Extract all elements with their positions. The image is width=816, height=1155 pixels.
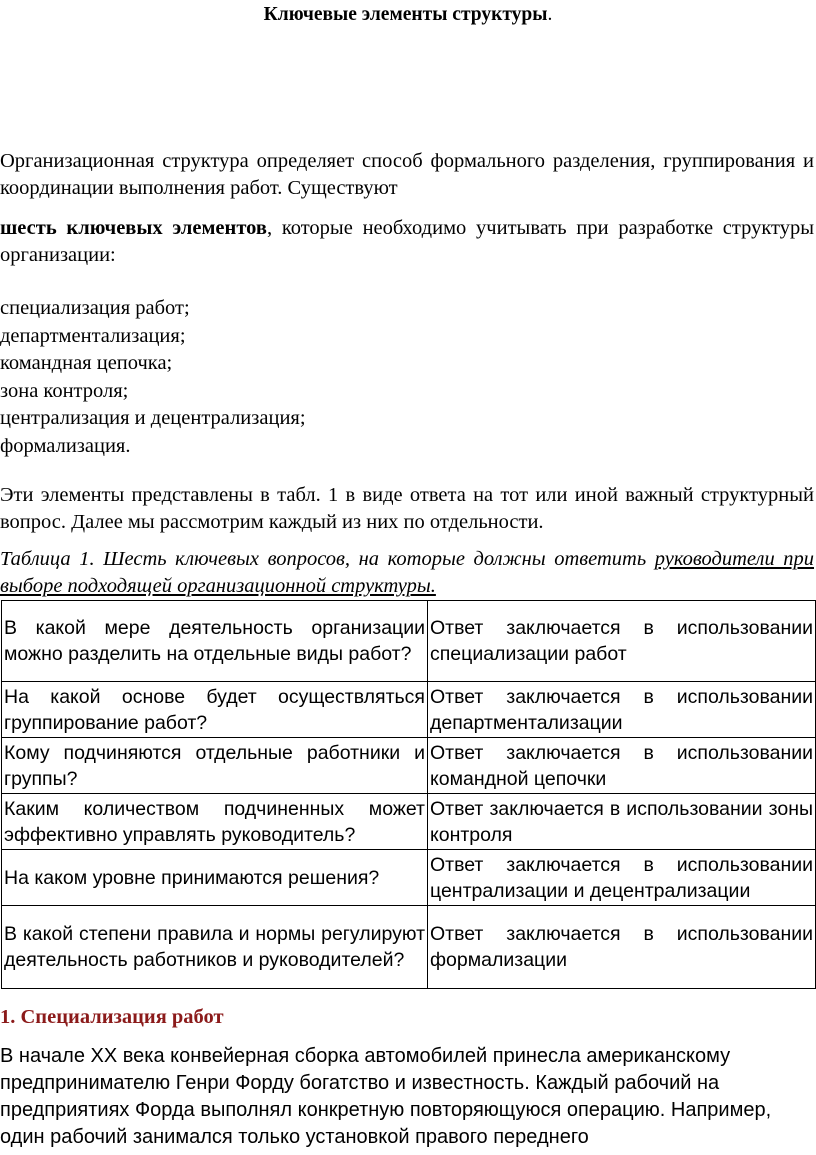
list-item: департментализация; bbox=[0, 324, 186, 347]
table-row bbox=[2, 738, 816, 794]
intro-paragraph: Организационная структура определяет способ формального разделения, группирования и координации выполнения работ. Существуют bbox=[0, 150, 814, 199]
list-item: зона контроля; bbox=[0, 379, 129, 402]
page-title bbox=[0, 4, 816, 26]
title-period: . bbox=[547, 4, 553, 25]
table-row bbox=[2, 601, 816, 682]
table-row bbox=[2, 794, 816, 850]
answer-cell: Ответ заключается в использовании формализации bbox=[428, 906, 816, 989]
answer-cell: Ответ заключается в использовании централизации и децентрализации bbox=[428, 850, 816, 906]
question-cell: Кому подчиняются отдельные работники и группы? bbox=[2, 738, 428, 794]
list-item: специализация работ; bbox=[0, 297, 190, 319]
key-phrase-continuation: , которые необходимо учитывать при разработке структуры организации: bbox=[0, 217, 814, 266]
section-heading: 1. Специализация работ bbox=[0, 1006, 224, 1028]
elements-list bbox=[0, 295, 306, 460]
table-row bbox=[2, 906, 816, 989]
question-cell: Каким количеством подчиненных может эффективно управлять руководитель? bbox=[2, 794, 428, 850]
question-cell: В какой степени правила и нормы регулируют деятельность работников и руководителей? bbox=[2, 906, 428, 989]
key-phrase: шесть ключевых элементов bbox=[0, 217, 267, 239]
question-cell: На какой основе будет осуществляться группирование работ? bbox=[2, 682, 428, 738]
table-intro-paragraph: Эти элементы представлены в табл. 1 в виде ответа на тот или иной важный структурный вопрос. Далее мы рассмотрим каждый из них по отдельности. bbox=[0, 484, 814, 533]
key-questions-table bbox=[1, 600, 816, 989]
answer-cell: Ответ заключается в использовании зоны контроля bbox=[428, 794, 816, 850]
table-row bbox=[2, 682, 816, 738]
question-cell: В какой мере деятельность организации можно разделить на отдельные виды работ? bbox=[2, 601, 428, 682]
answer-cell: Ответ заключается в использовании командной цепочки bbox=[428, 738, 816, 794]
title-text: Ключевые элементы структуры bbox=[263, 4, 548, 25]
list-item: командная цепочка; bbox=[0, 352, 173, 374]
list-item: централизация и децентрализация; bbox=[0, 407, 306, 429]
answer-cell: Ответ заключается в использовании специализации работ bbox=[428, 601, 816, 682]
answer-cell: Ответ заключается в использовании департментализации bbox=[428, 682, 816, 738]
list-item: формализация. bbox=[0, 434, 131, 457]
key-elements-paragraph bbox=[0, 215, 814, 269]
section-paragraph: В начале XX века конвейерная сборка автомобилей принесла американскому предпринимателю Генри Форду богатство и известность. Каждый рабочий на предприятиях Форда выполнял конкретную повторяющуюся операцию. Например, один рабочий занимался только установкой правого переднего bbox=[0, 1045, 772, 1148]
table-caption bbox=[0, 546, 814, 600]
table-caption-end: руководители при выборе подходящей организационной структуры. bbox=[0, 548, 815, 597]
table-row bbox=[2, 850, 816, 906]
question-cell: На каком уровне принимаются решения? bbox=[2, 850, 428, 906]
table-caption-main: Таблица 1. Шесть ключевых вопросов, на которые должны ответить bbox=[0, 548, 655, 570]
